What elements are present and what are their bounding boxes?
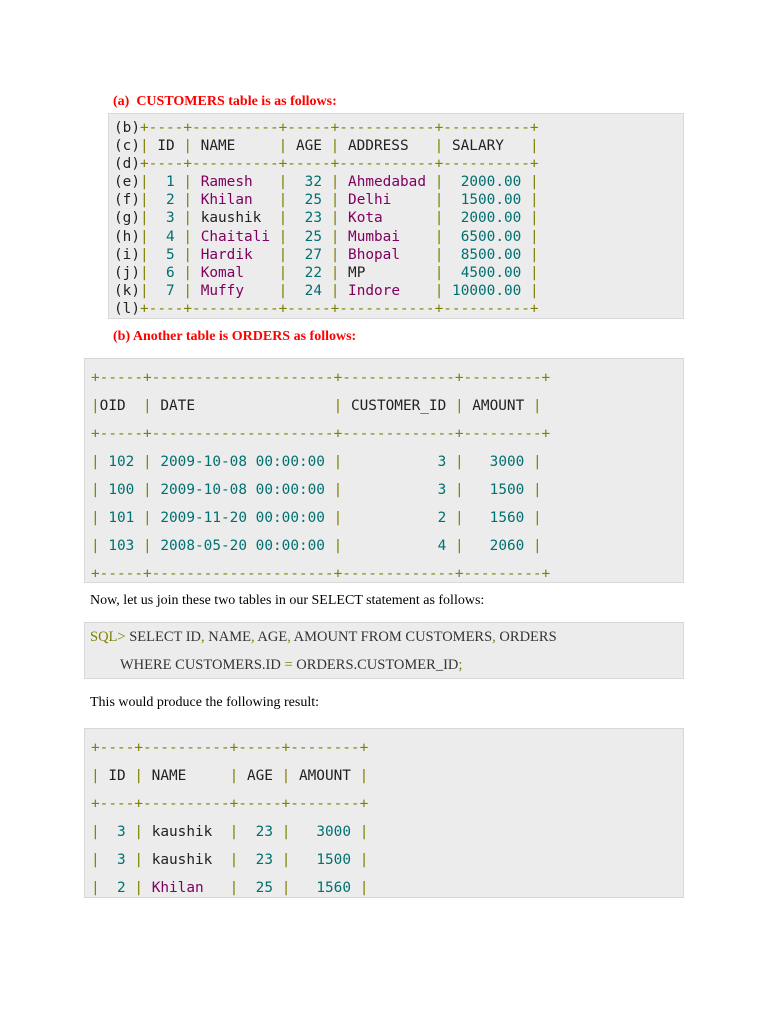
customers-table-line: (h)| 4 | Chaitali | 25 | Mumbai | 6500.00 | — [114, 228, 539, 245]
customers-table-line: (e)| 1 | Ramesh | 32 | Ahmedabad | 2000.00 | — [114, 174, 539, 191]
result-table-line: | 2 | Khilan | 25 | 1560 | — [91, 880, 369, 896]
result-table-line: +----+----------+-----+--------+ — [91, 740, 369, 756]
sql-where-clause: WHERE CUSTOMERS.ID = ORDERS.CUSTOMER_ID; — [120, 657, 463, 673]
join-intro-text: Now, let us join these two tables in our SELECT statement as follows: — [90, 593, 485, 608]
result-table-line: | 3 | kaushik | 23 | 3000 | — [91, 824, 369, 840]
sql-box — [84, 622, 684, 679]
sql-line-1 — [90, 629, 557, 646]
customers-table-line: (b)+----+----------+-----+-----------+----------+ — [114, 120, 539, 136]
customers-table-line: (g)| 3 | kaushik | 23 | Kota | 2000.00 | — [114, 210, 539, 227]
orders-table-line: | 102 | 2009-10-08 00:00:00 | 3 | 3000 | — [91, 454, 542, 470]
sql-prompt: SQL> — [90, 629, 126, 645]
customers-table-line: (d)+----+----------+-----+-----------+----------+ — [114, 156, 539, 173]
customers-table-line: (i)| 5 | Hardik | 27 | Bhopal | 8500.00 | — [114, 246, 539, 263]
customers-table — [114, 119, 539, 318]
orders-table-line: | 103 | 2008-05-20 00:00:00 | 4 | 2060 | — [91, 538, 542, 554]
result-table-line: | 3 | kaushik | 23 | 1500 | — [91, 852, 369, 868]
orders-table-line: +-----+---------------------+-------------+---------+ — [91, 426, 551, 442]
result-intro-text: This would produce the following result: — [90, 695, 320, 710]
section-b-heading: (b) Another table is ORDERS as follows: — [113, 329, 357, 344]
orders-table-line: | 100 | 2009-10-08 00:00:00 | 3 | 1500 | — [91, 482, 542, 498]
customers-table-line: (c)| ID | NAME | AGE | ADDRESS | SALARY | — [114, 138, 539, 155]
orders-table-line: |OID | DATE | CUSTOMER_ID | AMOUNT | — [91, 398, 542, 414]
orders-table-line: +-----+---------------------+-------------+---------+ — [91, 566, 551, 582]
result-table-line: | ID | NAME | AGE | AMOUNT | — [91, 768, 369, 784]
result-table-line: +----+----------+-----+--------+ — [91, 796, 369, 812]
sql-select-clause: SELECT ID, NAME, AGE, AMOUNT FROM CUSTOMERS, ORDERS — [125, 629, 557, 645]
result-table-box — [84, 728, 684, 898]
section-a-heading: (a) CUSTOMERS table is as follows: — [113, 94, 337, 109]
orders-table-line: +-----+---------------------+-------------+---------+ — [91, 370, 551, 386]
customers-table-line: (k)| 7 | Muffy | 24 | Indore | 10000.00 | — [114, 282, 539, 299]
result-table — [91, 734, 368, 902]
customers-table-box — [108, 113, 684, 319]
customers-table-line: (j)| 6 | Komal | 22 | MP | 4500.00 | — [114, 264, 539, 281]
customers-table-line: (f)| 2 | Khilan | 25 | Delhi | 1500.00 | — [114, 192, 539, 209]
customers-table-line: (l)+----+----------+-----+-----------+----------+ — [114, 300, 539, 317]
orders-table-box — [84, 358, 684, 583]
orders-table — [91, 364, 550, 588]
orders-table-line: | 101 | 2009-11-20 00:00:00 | 2 | 1560 | — [91, 510, 542, 526]
sql-line-2 — [120, 657, 462, 674]
